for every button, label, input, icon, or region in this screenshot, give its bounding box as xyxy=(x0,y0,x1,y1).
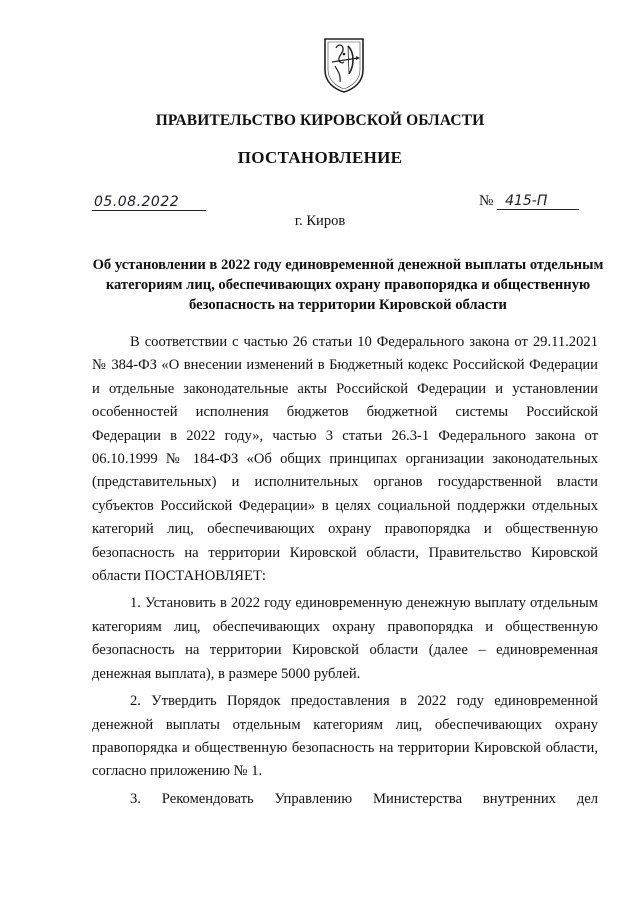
document-date: 05.08.2022 xyxy=(92,194,206,211)
document-type: ПОСТАНОВЛЕНИЕ xyxy=(237,148,403,167)
number-sign: № xyxy=(479,193,494,209)
document-number-block xyxy=(479,193,579,210)
coat-of-arms-icon xyxy=(322,36,366,94)
document-body xyxy=(92,331,598,811)
document-number: 415-П xyxy=(497,193,579,210)
city: г. Киров xyxy=(294,213,346,229)
document-title: Об установлении в 2022 году единовременной денежной выплаты отдельным категориям лиц, обеспечивающих охрану правопорядка и общественную безопасность на территории Кировской области xyxy=(92,257,604,313)
clause-1: 1. Установить в 2022 году единовременную денежную выплату отдельным категориям лиц, обеспечивающих охрану правопорядка и общественную безопасность на территории Кировской области (далее – единовременная денежная выплата), в размере 5000 рублей. xyxy=(92,595,598,682)
clause-2: 2. Утвердить Порядок предоставления в 2022 году единовременной денежной выплаты отдельным категориям лиц, обеспечивающих охрану правопорядка и общественную безопасность на территории Кировской области, согласно приложению № 1. xyxy=(92,693,598,780)
clause-3: 3. Рекомендовать Управлению Министерства внутренних дел xyxy=(130,790,598,807)
organization-name: ПРАВИТЕЛЬСТВО КИРОВСКОЙ ОБЛАСТИ xyxy=(155,112,485,129)
preamble-paragraph: В соответствии с частью 26 статьи 10 Федерального закона от 29.11.2021 № 384-ФЗ «О внесении изменений в Бюджетный кодекс Российской Федерации и отдельные законодательные акты Российской Федерации и установлении особенностей исполнения бюджетов бюджетной системы Российской Федерации в 2022 году», частью 3 статьи 26.3-1 Федерального закона от 06.10.1999 № 184-ФЗ «Об общих принципах организации законодательных (представительных) и исполнительных органов государственной власти субъектов Российской Федерации» в целях социальной поддержки отдельных категорий лиц, обеспечивающих охрану правопорядка и общественную безопасность на территории Кировской области, Правительство Кировской области ПОСТАНОВЛЯЕТ: xyxy=(92,334,598,585)
